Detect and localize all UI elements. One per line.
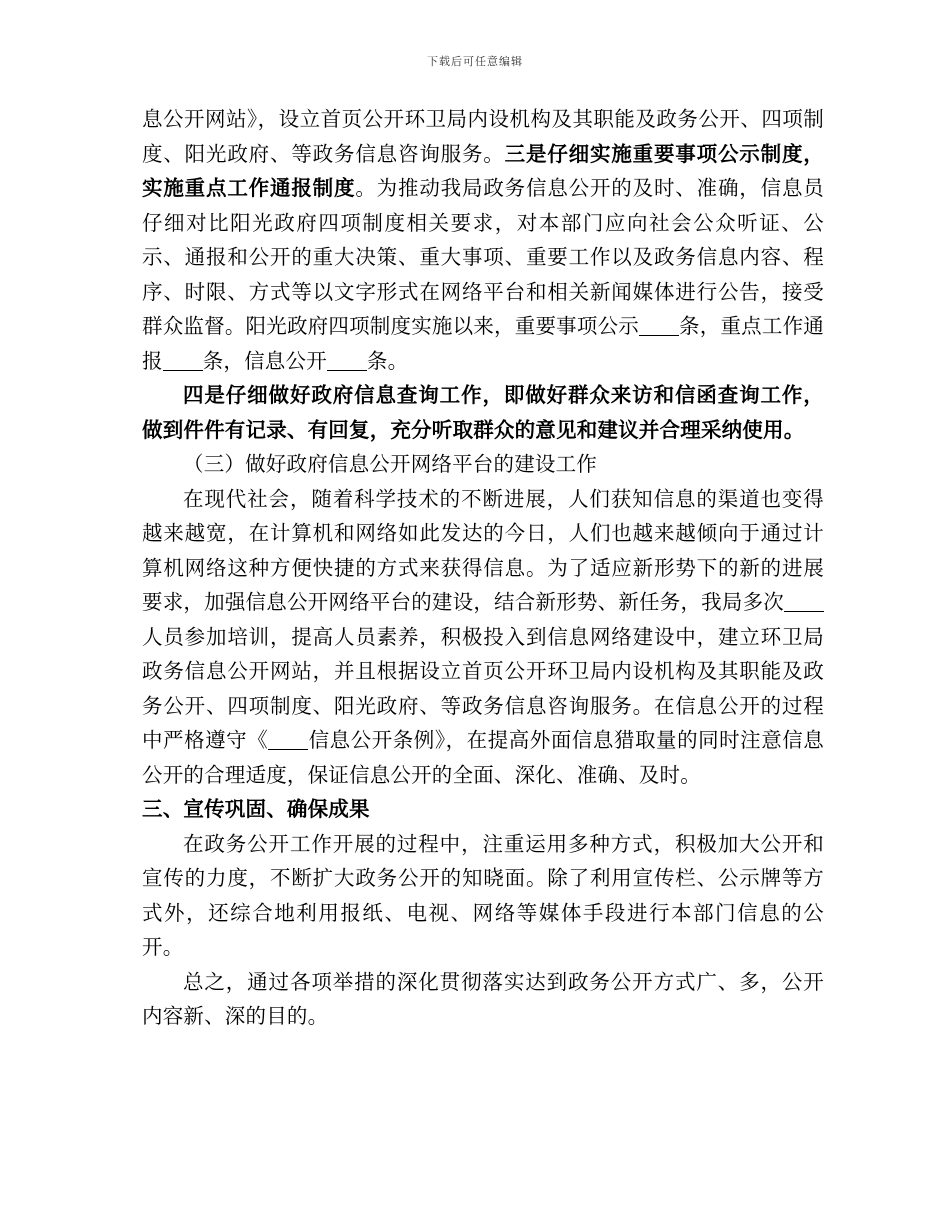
paragraph-2: 四是仔细做好政府信息查询工作，即做好群众来访和信函查询工作，做到件件有记录、有回复，充分听取群众的意见和建议并合理采纳使用。 xyxy=(142,383,824,442)
paragraph-1-bold: 三是仔细实施重要事项公示制度，实施重点工作通报制度 xyxy=(142,141,825,200)
paragraph-1 xyxy=(142,102,824,378)
document-body xyxy=(142,102,824,1034)
fill-blank xyxy=(639,315,679,336)
paragraph-1-text-d: 条，信息公开 xyxy=(202,348,327,373)
fill-blank xyxy=(268,729,308,750)
paragraph-1-text-e: 条。 xyxy=(366,348,409,373)
section-heading-3: （三）做好政府信息公开网络平台的建设工作 xyxy=(183,452,597,476)
paragraph-1-text-a: 息公开网站》，设立首页公开环卫局内设机构及其职能及政务公开、四项制度、阳光政府、等政务信息咨询服务。 xyxy=(142,107,824,166)
paragraph-3 xyxy=(142,482,824,793)
paragraph-3-text-a: 在现代社会，随着科学技术的不断进展，人们获知信息的渠道也变得越来越宽，在计算机和网络如此发达的今日，人们也越来越倾向于通过计算机网络这种方便快捷的方式来获得信息。为了适应新形势下的新的进展要求，加强信息公开网络平台的建设，结合新形势、新任务，我局多次 xyxy=(142,486,824,614)
paragraph-1-text-c: 条，重点工作通报 xyxy=(142,314,824,373)
page-header: 下载后可任意编辑 xyxy=(427,55,523,68)
fill-blank xyxy=(784,591,824,612)
paragraph-5: 总之，通过各项举措的深化贯彻落实达到政务公开方式广、多，公开内容新、深的目的。 xyxy=(142,969,824,1028)
section-heading-promotion: 三、宣传巩固、确保成果 xyxy=(142,797,370,821)
fill-blank xyxy=(163,350,203,371)
paragraph-4: 在政务公开工作开展的过程中，注重运用多种方式，积极加大公开和宣传的力度，不断扩大政务公开的知晓面。除了利用宣传栏、公示牌等方式外，还综合地利用报纸、电视、网络等媒体手段进行本部门信息的公开。 xyxy=(142,831,824,959)
paragraph-3-text-b: 人员参加培训，提高人员素养，积极投入到信息网络建设中，建立环卫局政务信息公开网站，并且根据设立首页公开环卫局内设机构及其职能及政务公开、四项制度、阳光政府、等政务信息咨询服务。在信息公开的过程中严格遵守《 xyxy=(142,624,824,752)
paragraph-3-text-c: 信息公开条例》，在提高外面信息猎取量的同时注意信息公开的合理适度，保证信息公开的全面、深化、准确、及时。 xyxy=(142,728,825,787)
paragraph-1-text-b: 。为推动我局政务信息公开的及时、准确，信息员仔细对比阳光政府四项制度相关要求，对本部门应向社会公众听证、公示、通报和公开的重大决策、重大事项、重要工作以及政务信息内容、程序、时限、方式等以文字形式在网络平台和相关新闻媒体进行公告，接受群众监督。阳光政府四项制度实施以来，重要事项公示 xyxy=(142,176,824,338)
fill-blank xyxy=(327,350,367,371)
